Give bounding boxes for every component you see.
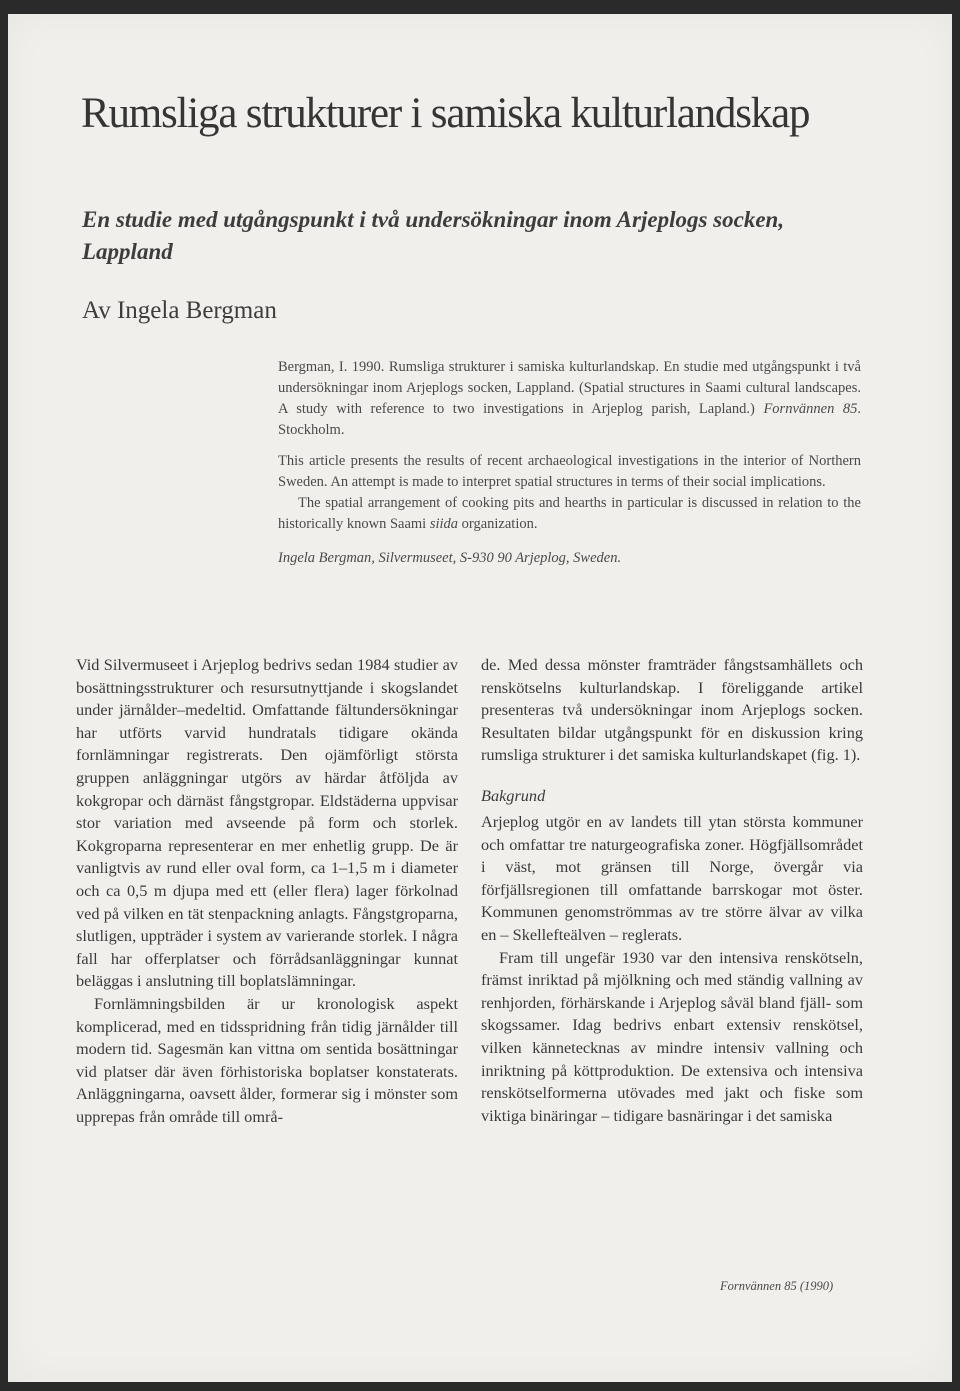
abstract-block bbox=[278, 357, 861, 569]
abstract-paragraph-1: This article presents the results of recent archaeological investigations in the interior of Northern Sweden. An attempt is made to interpret spatial structures in terms of their social implications. bbox=[278, 453, 861, 490]
section-heading-bakgrund: Bakgrund bbox=[481, 785, 546, 805]
body-paragraph: Fornlämningsbilden är ur kronologisk aspekt komplicerad, med en tidsspridning från tidig järnålder till modern tid. Sagesmän kan vittna om sentida bosättningar vid platser där även förhistoriska boplatser konstaterats. Anläggningarna, oavsett ålder, formerar sig i mönster som upprepas från område till områ- bbox=[76, 993, 458, 1126]
journal-name: Fornvännen 85 bbox=[763, 401, 858, 417]
abstract-citation bbox=[278, 357, 861, 441]
body-column-left bbox=[76, 654, 458, 1128]
citation-place: . Stockholm. bbox=[278, 401, 861, 438]
article-title: Rumsliga strukturer i samiska kulturlandskap bbox=[81, 90, 810, 137]
body-paragraph: Arjeplog utgör en av landets till ytan största kommuner och omfattar tre naturgeografiska zoner. Högfjällsområdet i väst, mot gränsen till Norge, övergår via förfjällsregionen till omfattande barrskogar mot öster. Kommunen genomströmmas av tre större älvar av vilka en – Skellefteälven – reglerats. bbox=[481, 811, 863, 944]
citation-text: Bergman, I. 1990. Rumsliga strukturer i samiska kulturlandskap. En studie med utgångspunkt i två undersökningar inom Arjeplogs socken, Lappland. (Spatial structures in Saami cultural landscapes. A study with reference to two investigations in Arjeplog parish, Lapland.) bbox=[278, 359, 861, 417]
author-affiliation: Ingela Bergman, Silvermuseet, S-930 90 Arjeplog, Sweden. bbox=[278, 550, 622, 566]
page bbox=[8, 14, 952, 1382]
page-footer: Fornvännen 85 (1990) bbox=[720, 1279, 834, 1293]
article-subtitle: En studie med utgångspunkt i två undersökningar inom Arjeplogs socken, Lappland bbox=[82, 207, 785, 264]
body-paragraph: Fram till ungefär 1930 var den intensiva renskötseln, främst inriktad på mjölkning och med ständig vallning av renhjorden, förhärskande i Arjeplog såväl bland fjäll- som skogssamer. Idag bedrivs enbart extensiv renskötsel, vilken kännetecknas av mindre intensiv vallning och inriktning på köttproduktion. De extensiva och intensiva renskötselformerna utövades med jakt och fiske som viktiga binäringar – tidigare basnäringar i det samiska bbox=[481, 947, 863, 1125]
body-paragraph: Vid Silvermuseet i Arjeplog bedrivs sedan 1984 studier av bosättningsstrukturer och resursutnyttjande i skogslandet under järnålder–medeltid. Omfattande fältundersökningar har utförts varvid hundratals tidigare okända fornlämningar registrerats. Den ojämförligt största gruppen anläggningar utgörs av härdar åtföljda av kokgropar och därnäst fångstgropar. Eldstäderna uppvisar stor variation med avseende på form och storlek. Kokgroparna representerar en mer enhetlig grupp. De är vanligtvis av rund eller oval form, ca 1–1,5 m i diameter och ca 0,5 m djupa med ett (eller flera) lager förkolnad ved på vilken en tät stenpackning anlagts. Fångstgroparna, slutligen, uppträder i system av varierande storlek. I några fall har offerplatser och förrådsanläggningar kunnat beläggas i anslutning till boplatslämningar. bbox=[76, 655, 458, 991]
body-column-right bbox=[481, 654, 863, 1127]
abstract-p2-after: organization. bbox=[458, 516, 538, 532]
author-line: Av Ingela Bergman bbox=[82, 297, 277, 324]
abstract-paragraph-2 bbox=[278, 493, 861, 535]
abstract-p2-before: The spatial arrangement of cooking pits and hearths in particular is discussed in relation to the historically known Saami bbox=[278, 495, 861, 532]
body-paragraph: de. Med dessa mönster framträder fångstsamhällets och renskötselns kulturlandskap. I föreliggande artikel presenteras två undersökningar inom Arjeplogs socken. Resultaten bildar utgångspunkt för en diskussion kring rumsliga strukturer i det samiska kulturlandskapet (fig. 1). bbox=[481, 655, 863, 765]
abstract-term-siida: siida bbox=[429, 516, 459, 532]
